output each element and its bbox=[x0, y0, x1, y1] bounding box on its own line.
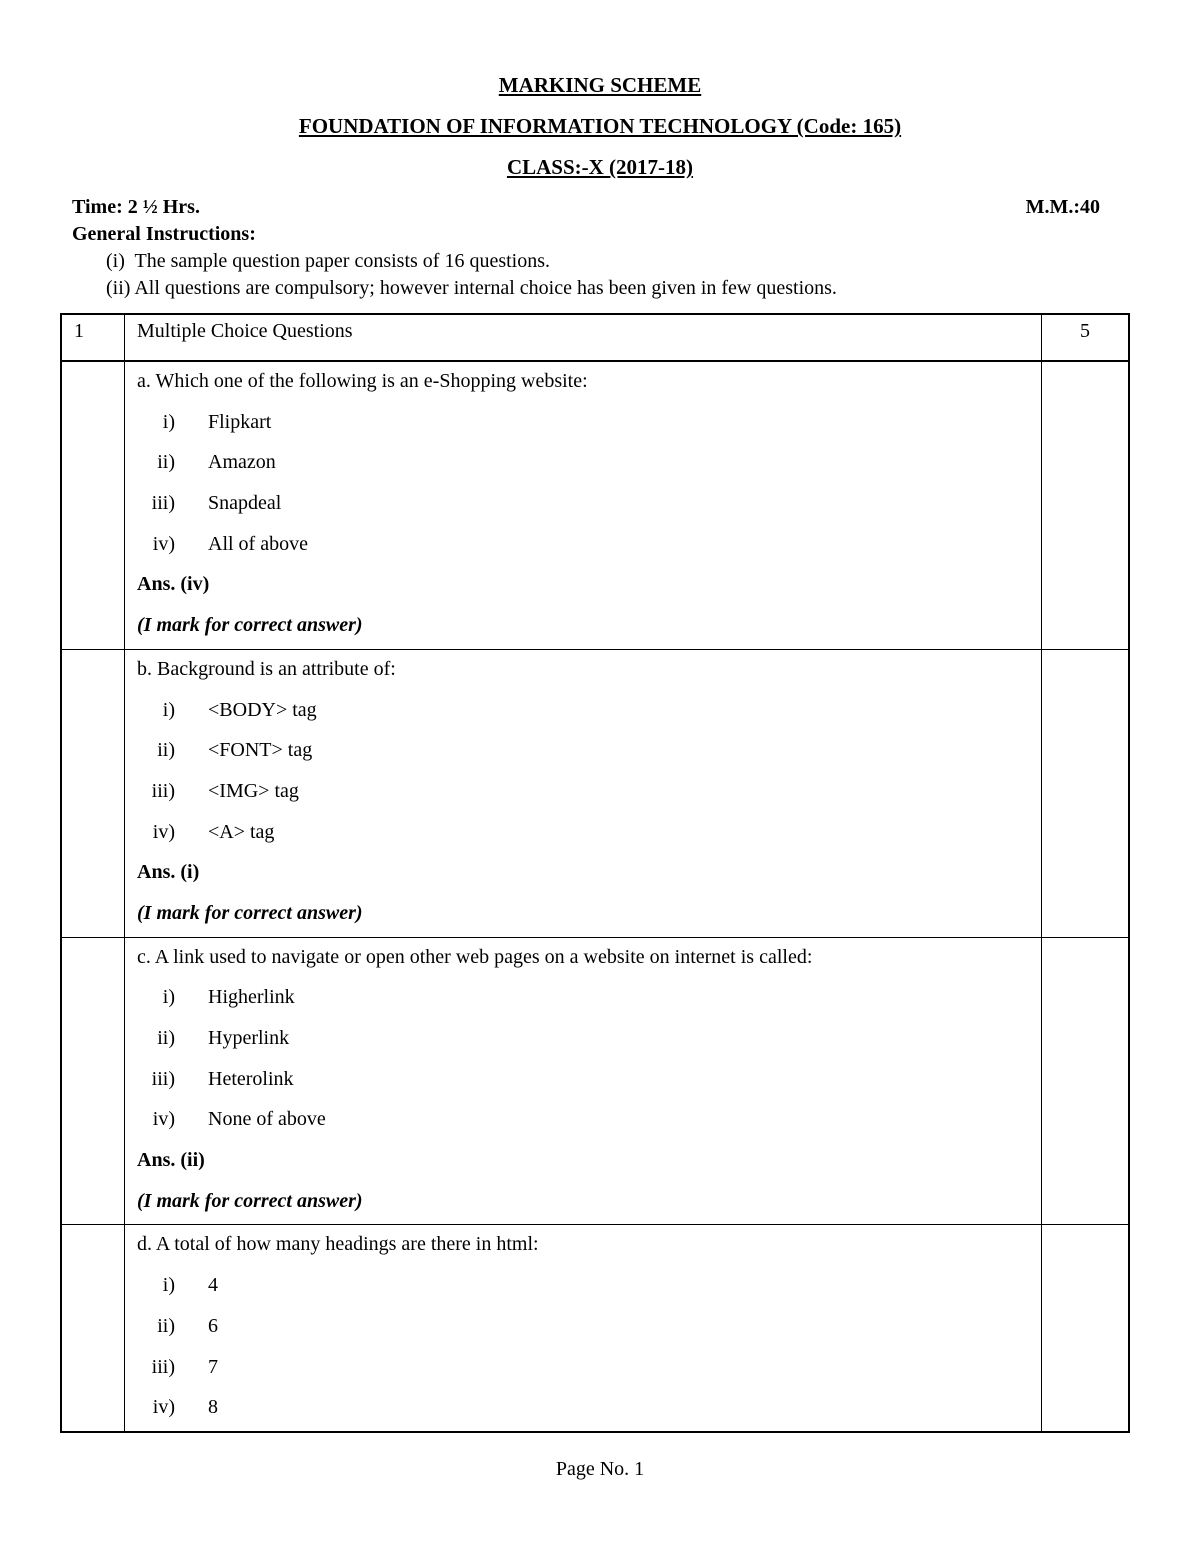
option-item bbox=[137, 486, 1041, 527]
question-number-cell bbox=[61, 649, 125, 937]
option-text: Amazon bbox=[208, 451, 276, 474]
questions-table bbox=[60, 313, 1130, 1433]
option-text: Hyperlink bbox=[208, 1027, 290, 1049]
option-number: iii) bbox=[151, 1355, 175, 1378]
instruction-item: (i) The sample question paper consists of 16 questions. bbox=[106, 250, 551, 272]
question-number-cell bbox=[61, 361, 125, 649]
section-header-row bbox=[61, 314, 1129, 361]
option-number: iii) bbox=[151, 1067, 175, 1090]
max-marks-label: M.M.:40 bbox=[1025, 196, 1100, 218]
option-number: iii) bbox=[151, 779, 175, 802]
option-text: Snapdeal bbox=[208, 492, 282, 515]
option-number: i) bbox=[162, 1274, 175, 1297]
option-number: iv) bbox=[152, 820, 175, 843]
question-text: d. A total of how many headings are there in html: bbox=[137, 1233, 539, 1256]
option-text: None of above bbox=[208, 1108, 326, 1131]
question-row bbox=[61, 1225, 1129, 1432]
class-title: CLASS:-X (2017-18) bbox=[506, 155, 694, 179]
option-number: i) bbox=[162, 986, 175, 1009]
answer-text: Ans. (iv) bbox=[137, 573, 210, 596]
option-text: <A> tag bbox=[208, 820, 275, 843]
marks-cell bbox=[1042, 649, 1130, 937]
question-content-cell bbox=[125, 649, 1042, 937]
answer-text: Ans. (i) bbox=[137, 861, 200, 884]
marking-note: (I mark for correct answer) bbox=[137, 1189, 363, 1212]
option-number: i) bbox=[162, 698, 175, 721]
option-text: <FONT> tag bbox=[208, 739, 313, 762]
question-number-cell bbox=[61, 937, 125, 1225]
document-title: MARKING SCHEME bbox=[498, 73, 702, 97]
option-text: <IMG> tag bbox=[208, 779, 299, 802]
option-item bbox=[137, 1350, 1041, 1391]
option-number: iv) bbox=[152, 532, 175, 555]
option-item bbox=[137, 693, 1041, 734]
option-number: iii) bbox=[151, 492, 175, 515]
option-text: 7 bbox=[208, 1355, 218, 1378]
marks-cell bbox=[1042, 937, 1130, 1225]
option-number: ii) bbox=[157, 451, 175, 474]
question-text: c. A link used to navigate or open other web pages on a website on internet is called: bbox=[137, 945, 813, 968]
option-item bbox=[137, 1309, 1041, 1350]
option-number: i) bbox=[162, 410, 175, 433]
time-label: Time: 2 ½ Hrs. bbox=[72, 196, 200, 218]
option-text: 6 bbox=[208, 1314, 218, 1337]
subject-title: FOUNDATION OF INFORMATION TECHNOLOGY (Code: 165) bbox=[298, 114, 902, 138]
question-content-cell bbox=[125, 361, 1042, 649]
option-text: Flipkart bbox=[208, 410, 272, 433]
question-content-cell bbox=[125, 937, 1042, 1225]
option-number: ii) bbox=[157, 1027, 175, 1049]
option-text: Heterolink bbox=[208, 1067, 294, 1090]
page-number: Page No. 1 bbox=[555, 1458, 645, 1480]
instruction-item: (ii) All questions are compulsory; however internal choice has been given in few questions. bbox=[106, 277, 837, 299]
question-row bbox=[61, 937, 1129, 1225]
option-text: 8 bbox=[208, 1396, 218, 1419]
option-item bbox=[137, 1390, 1041, 1431]
option-item bbox=[137, 1102, 1041, 1143]
marks-cell bbox=[1042, 1225, 1130, 1432]
answer-text: Ans. (ii) bbox=[137, 1149, 205, 1172]
question-content-cell bbox=[125, 1225, 1042, 1432]
option-item bbox=[137, 445, 1041, 486]
section-title: Multiple Choice Questions bbox=[125, 314, 1042, 361]
marks-cell bbox=[1042, 361, 1130, 649]
option-item bbox=[137, 980, 1041, 1021]
option-item bbox=[137, 405, 1041, 446]
option-item bbox=[137, 733, 1041, 774]
option-item bbox=[137, 815, 1041, 856]
option-text: All of above bbox=[208, 532, 308, 555]
option-text: Higherlink bbox=[208, 986, 295, 1009]
questions-body bbox=[61, 361, 1129, 1432]
question-row bbox=[61, 361, 1129, 649]
question-text: a. Which one of the following is an e-Shopping website: bbox=[137, 370, 588, 392]
option-item bbox=[137, 1062, 1041, 1103]
option-text: 4 bbox=[208, 1274, 218, 1297]
option-item bbox=[137, 774, 1041, 815]
option-number: iv) bbox=[152, 1108, 175, 1131]
option-number: ii) bbox=[157, 1314, 175, 1337]
option-item bbox=[137, 1021, 1041, 1062]
option-item bbox=[137, 527, 1041, 568]
question-row bbox=[61, 649, 1129, 937]
question-number: 1 bbox=[61, 314, 125, 361]
question-number-cell bbox=[61, 1225, 125, 1432]
general-instructions-label: General Instructions: bbox=[72, 223, 256, 245]
option-number: iv) bbox=[152, 1396, 175, 1419]
marking-note: (I mark for correct answer) bbox=[137, 614, 363, 637]
option-number: ii) bbox=[157, 739, 175, 762]
option-text: <BODY> tag bbox=[208, 698, 317, 721]
option-item bbox=[137, 1268, 1041, 1309]
section-marks: 5 bbox=[1042, 314, 1130, 361]
marking-note: (I mark for correct answer) bbox=[137, 901, 363, 924]
question-text: b. Background is an attribute of: bbox=[137, 657, 396, 680]
